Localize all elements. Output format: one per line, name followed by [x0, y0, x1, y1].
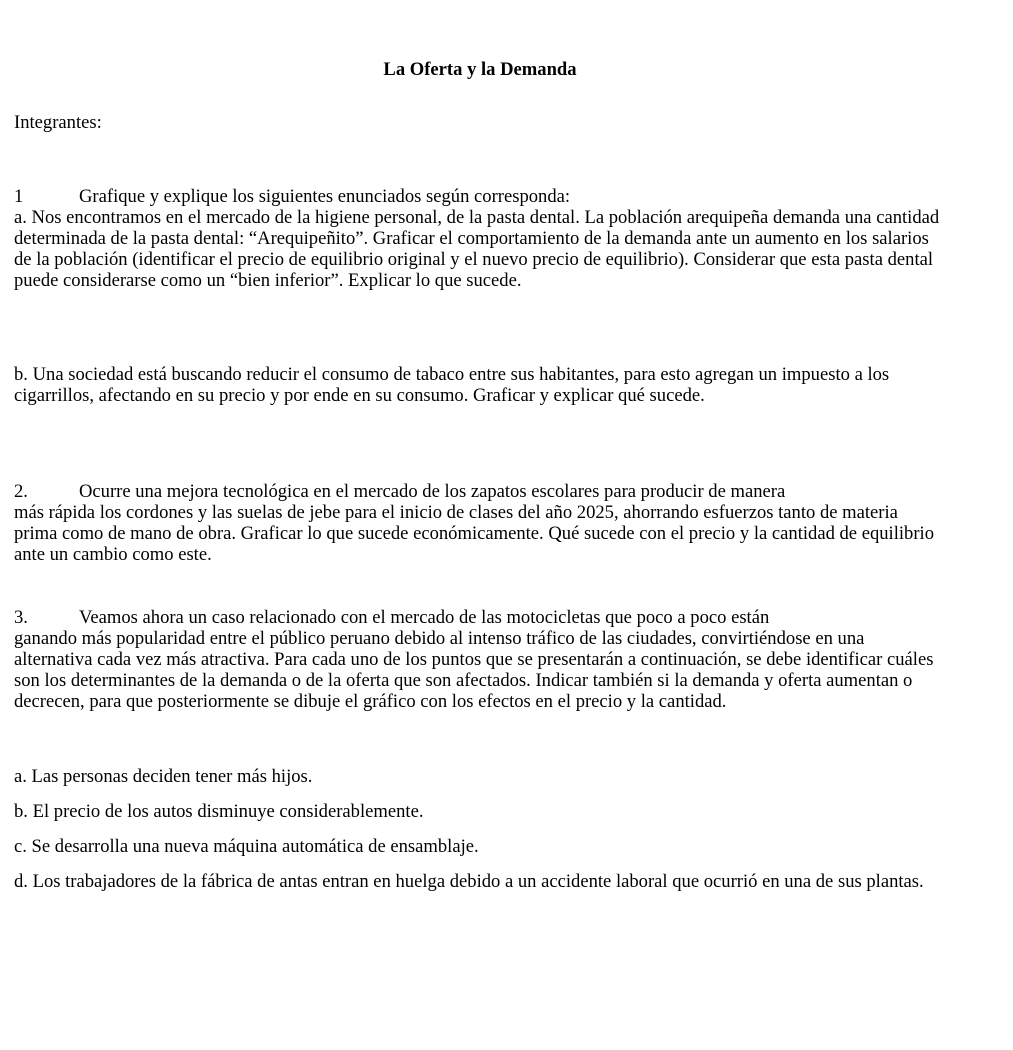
document-title: La Oferta y la Demanda	[383, 59, 577, 80]
q3-item-b: b. El precio de los autos disminuye considerablemente.	[14, 801, 424, 822]
q1-item-a: a. Nos encontramos en el mercado de la higiene personal, de la pasta dental. La población arequipeña demanda una cantidad determinada de la pasta dental: “Arequipeñito”. Graficar el comportamiento de la demanda ante un aumento en los salarios de la población (identificar el precio de equilibrio original y el nuevo precio de equilibrio). Considerar que esta pasta dental puede considerarse como un “bien inferior”. Explicar lo que sucede.	[14, 207, 940, 291]
q3-text-first: Veamos ahora un caso relacionado con el mercado de las motocicletas que poco a poco están	[79, 607, 770, 628]
q3-item-c: c. Se desarrolla una nueva máquina automática de ensamblaje.	[14, 836, 479, 857]
q2-text-rest: más rápida los cordones y las suelas de jebe para el inicio de clases del año 2025, ahorrando esfuerzos tanto de materia prima como de mano de obra. Graficar lo que sucede económicamente. Qué sucede con el precio y la cantidad de equilibrio ante un cambio como este.	[14, 502, 935, 565]
q3-item-d: d. Los trabajadores de la fábrica de antas entran en huelga debido a un accidente laboral que ocurrió en una de sus plantas.	[14, 871, 924, 892]
q1-heading-line	[14, 186, 944, 207]
q3-text-rest: ganando más popularidad entre el público peruano debido al intenso tráfico de las ciudades, convirtiéndose en una alternativa cada vez más atractiva. Para cada uno de los puntos que se presentarán a continuación, se debe identificar cuáles son los determinantes de la demanda o de la oferta que son afectados. Indicar también si la demanda y oferta aumentan o decrecen, para que posteriormente se dibuje el gráfico con los efectos en el precio y la cantidad.	[14, 628, 934, 712]
q1-item-b: b. Una sociedad está buscando reducir el consumo de tabaco entre sus habitantes, para esto agregan un impuesto a los cigarrillos, afectando en su precio y por ende en su consumo. Graficar y explicar qué sucede.	[14, 364, 890, 406]
q1-number: 1	[14, 186, 24, 207]
q3-first-line	[14, 607, 944, 628]
q2-number: 2.	[14, 481, 28, 502]
q3-item-a: a. Las personas deciden tener más hijos.	[14, 766, 313, 787]
q1-heading: Grafique y explique los siguientes enunciados según corresponda:	[79, 186, 571, 207]
q3-number: 3.	[14, 607, 28, 628]
q2-text-first: Ocurre una mejora tecnológica en el mercado de los zapatos escolares para producir de manera	[79, 481, 786, 502]
q2-first-line	[14, 481, 944, 502]
members-label: Integrantes:	[14, 112, 102, 133]
